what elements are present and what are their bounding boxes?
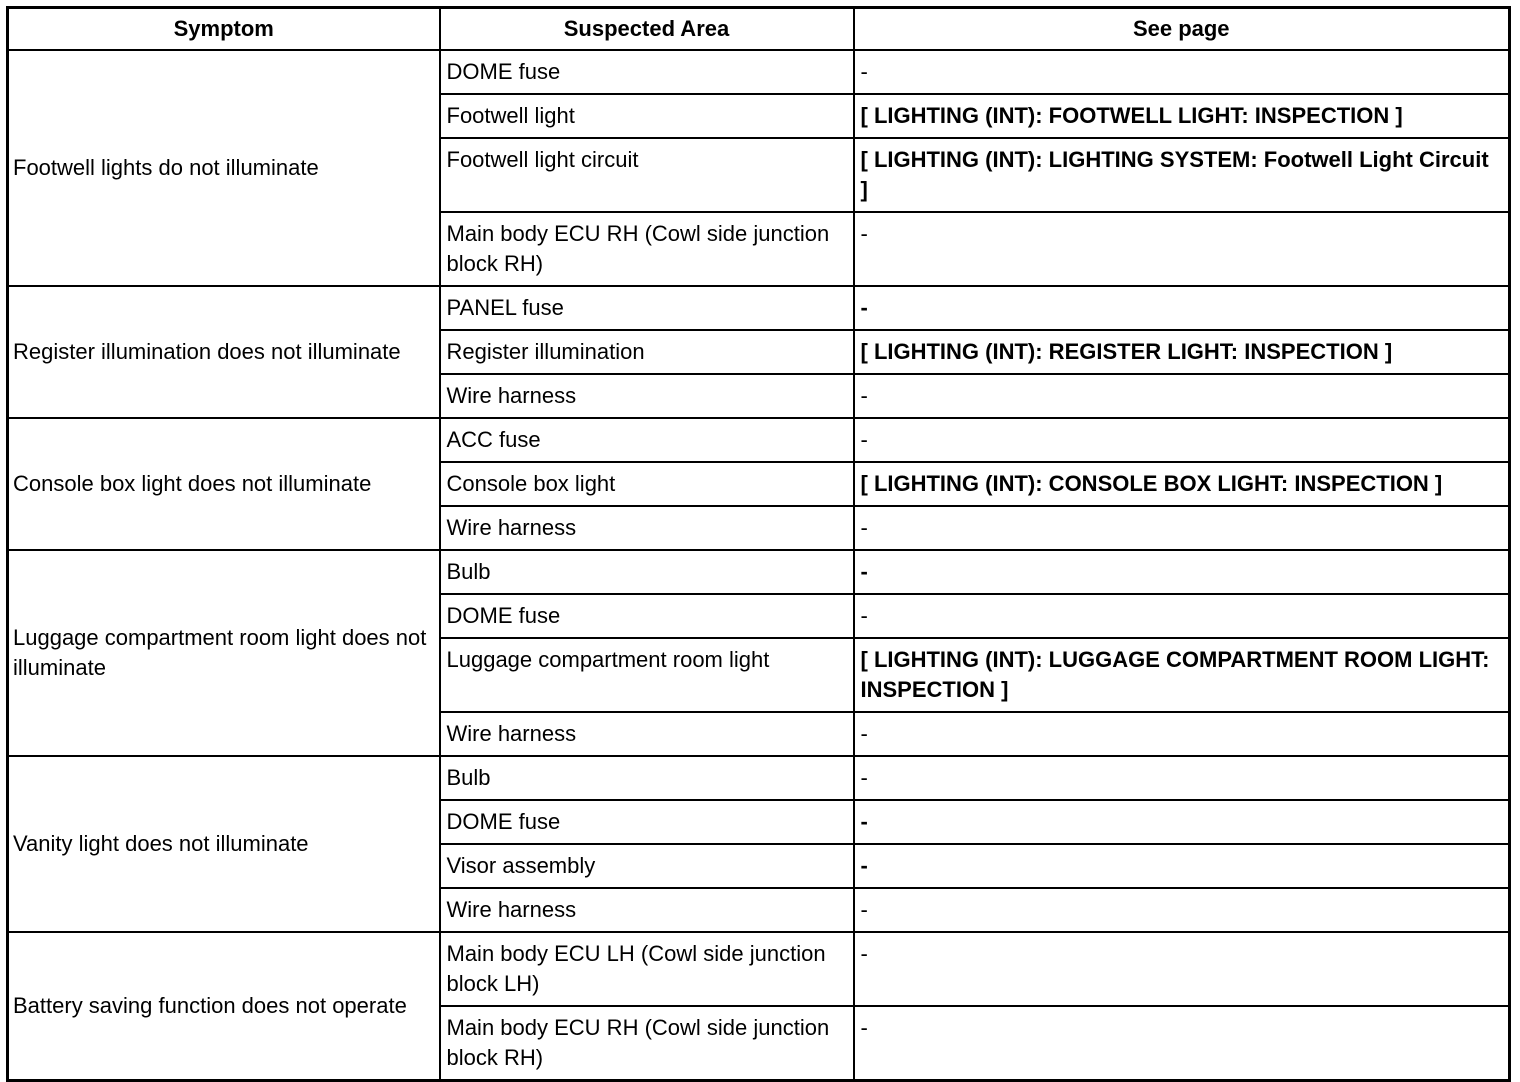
suspected-area-cell: ACC fuse	[440, 418, 854, 462]
table-row	[8, 756, 1510, 800]
see-page-cell: -	[854, 550, 1510, 594]
see-page-cell: -	[854, 712, 1510, 756]
see-page-cell: -	[854, 418, 1510, 462]
see-page-link[interactable]: [ LIGHTING (INT): LUGGAGE COMPARTMENT ROOM LIGHT: INSPECTION ]	[854, 638, 1510, 712]
see-page-cell: -	[854, 212, 1510, 286]
table-row	[8, 550, 1510, 594]
suspected-area-cell: Main body ECU LH (Cowl side junction block LH)	[440, 932, 854, 1006]
suspected-area-cell: Console box light	[440, 462, 854, 506]
table-row	[8, 418, 1510, 462]
see-page-cell: -	[854, 800, 1510, 844]
see-page-cell: -	[854, 594, 1510, 638]
symptom-cell: Battery saving function does not operate	[8, 932, 440, 1081]
suspected-area-cell: Wire harness	[440, 506, 854, 550]
suspected-area-cell: DOME fuse	[440, 50, 854, 94]
suspected-area-cell: PANEL fuse	[440, 286, 854, 330]
suspected-area-cell: Footwell light	[440, 94, 854, 138]
see-page-cell: -	[854, 1006, 1510, 1081]
see-page-cell: -	[854, 932, 1510, 1006]
suspected-area-cell: Luggage compartment room light	[440, 638, 854, 712]
suspected-area-cell: Bulb	[440, 756, 854, 800]
suspected-area-cell: Wire harness	[440, 712, 854, 756]
see-page-cell: -	[854, 374, 1510, 418]
suspected-area-cell: Main body ECU RH (Cowl side junction block RH)	[440, 1006, 854, 1081]
suspected-area-cell: DOME fuse	[440, 800, 854, 844]
table-row	[8, 932, 1510, 1006]
suspected-area-cell: Footwell light circuit	[440, 138, 854, 212]
header-symptom: Symptom	[8, 8, 440, 51]
see-page-link[interactable]: [ LIGHTING (INT): CONSOLE BOX LIGHT: INSPECTION ]	[854, 462, 1510, 506]
see-page-link[interactable]: [ LIGHTING (INT): FOOTWELL LIGHT: INSPECTION ]	[854, 94, 1510, 138]
suspected-area-cell: Wire harness	[440, 888, 854, 932]
symptom-table	[6, 6, 1511, 1082]
suspected-area-cell: DOME fuse	[440, 594, 854, 638]
suspected-area-cell: Bulb	[440, 550, 854, 594]
see-page-cell: -	[854, 756, 1510, 800]
suspected-area-cell: Register illumination	[440, 330, 854, 374]
see-page-cell: -	[854, 286, 1510, 330]
header-suspected-area: Suspected Area	[440, 8, 854, 51]
suspected-area-cell: Visor assembly	[440, 844, 854, 888]
symptom-cell: Footwell lights do not illuminate	[8, 50, 440, 286]
symptom-cell: Console box light does not illuminate	[8, 418, 440, 550]
see-page-cell: -	[854, 888, 1510, 932]
header-row	[8, 8, 1510, 51]
symptom-cell: Register illumination does not illuminate	[8, 286, 440, 418]
see-page-link[interactable]: [ LIGHTING (INT): REGISTER LIGHT: INSPECTION ]	[854, 330, 1510, 374]
table-row	[8, 286, 1510, 330]
suspected-area-cell: Wire harness	[440, 374, 854, 418]
see-page-cell: -	[854, 50, 1510, 94]
suspected-area-cell: Main body ECU RH (Cowl side junction block RH)	[440, 212, 854, 286]
document-page	[6, 6, 1511, 1082]
see-page-cell: -	[854, 506, 1510, 550]
symptom-cell: Vanity light does not illuminate	[8, 756, 440, 932]
table-row	[8, 50, 1510, 94]
symptom-cell: Luggage compartment room light does not illuminate	[8, 550, 440, 756]
header-see-page: See page	[854, 8, 1510, 51]
see-page-link[interactable]: [ LIGHTING (INT): LIGHTING SYSTEM: Footwell Light Circuit ]	[854, 138, 1510, 212]
see-page-cell: -	[854, 844, 1510, 888]
